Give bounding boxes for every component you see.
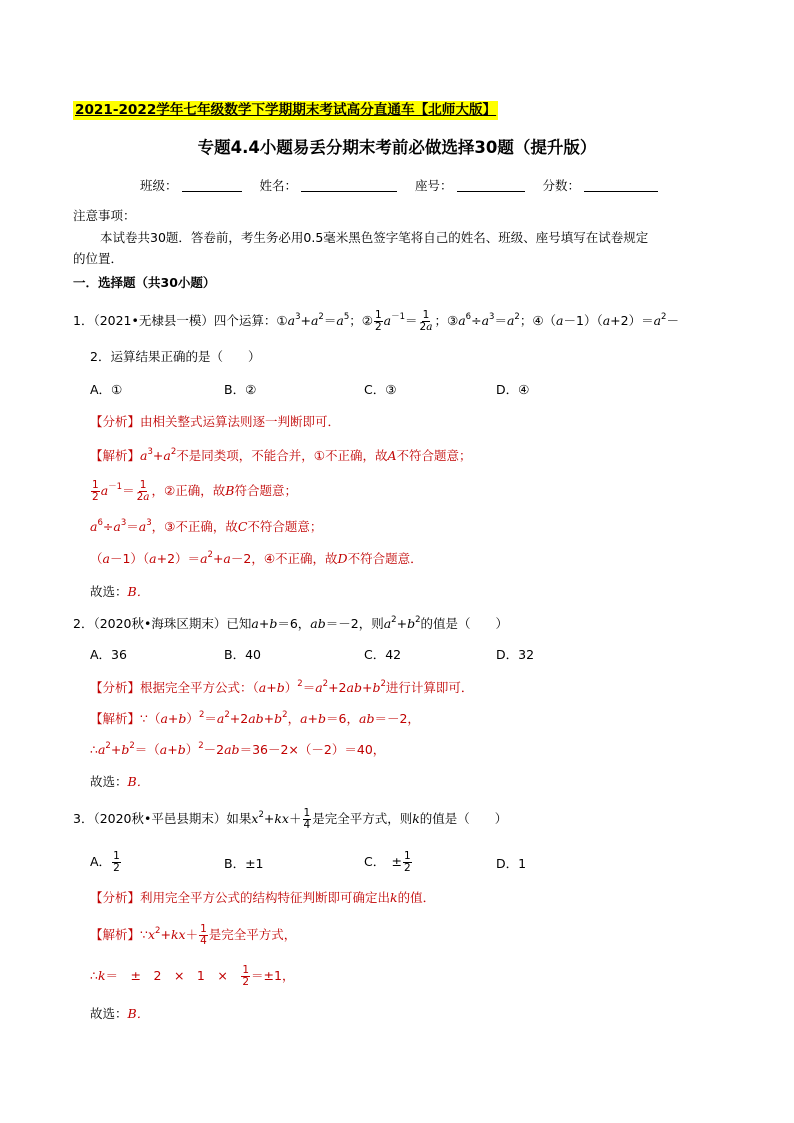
section-heading: 一．选择题（共30小题）: [73, 275, 216, 290]
q2-option-c[interactable]: C．42: [364, 647, 402, 662]
q1-analysis: 【分析】由相关整式运算法则逐一判断即可．: [90, 414, 341, 429]
score-label: 分数：: [542, 178, 581, 193]
class-label: 班级：: [140, 178, 178, 193]
q1-option-d[interactable]: D．④: [496, 382, 530, 397]
notes-line-1: 本试卷共30题．答卷前，考生务必用0.5毫米黑色签字笔将自己的姓名、班级、座号填写在试卷规定: [100, 230, 649, 245]
q1-solution-2: $\frac{1}{2}$ $a^{-1}=$ $\frac{1}{2a}$ ，②正确，故B符合题意；: [92, 479, 297, 503]
q2-stem: 2．（2020秋•海珠区期末）已知a+b＝6，ab＝－2，则$a^2+b^2$的值是（ ）: [73, 615, 509, 631]
q3-analysis: 【分析】利用完全平方公式的结构特征判断即可确定出k的值．: [90, 890, 436, 905]
q2-option-a[interactable]: A．36: [90, 647, 127, 662]
q1-stem-cont: 2．运算结果正确的是（ ）: [90, 349, 261, 364]
q3-stem: 3．（2020秋•平邑县期末）如果$x^2+kx+$ $\frac{1}{4}$ 是完全平方式，则k的值是（ ）: [73, 807, 508, 831]
q2-analysis: 【分析】根据完全平方公式：$(a+b)^2=a^2+2ab+b^2$进行计算即可．: [90, 679, 474, 695]
q1-solution-1: 【解析】$a^3+a^2$不是同类项，不能合并，①不正确，故A不符合题意；: [90, 447, 472, 463]
q1-stem: 1．（2021•无棣县一模）四个运算：$①a^3+a^2=a^5$；② $\frac{1}{2}$ $a^{-1}=$ $\frac{1}{2a}$ ；$③a^6\div a^3=a^2$；$④(a-1)(a+2)=a^2-$: [73, 309, 679, 333]
q3-option-b[interactable]: B．±1: [224, 856, 264, 871]
q1-option-a[interactable]: A．①: [90, 382, 123, 397]
q3-option-d[interactable]: D．1: [496, 856, 527, 871]
q2-solution-1: 【解析】$\because(a+b)^2=a^2+2ab+b^2$，a+b＝6，ab＝－2，: [90, 710, 420, 726]
q2-option-d[interactable]: D．32: [496, 647, 535, 662]
q3-option-c[interactable]: C． ± $\frac{1}{2}$: [364, 850, 411, 874]
q1-option-c[interactable]: C．③: [364, 382, 397, 397]
q2-solution-2: $\therefore a^2+b^2=(a+b)^2-2ab=36-2\times(-2)=40$，: [90, 741, 386, 757]
q1-option-b[interactable]: B．②: [224, 382, 257, 397]
seat-label: 座号：: [415, 178, 453, 193]
notes-line-2: 的位置．: [73, 251, 124, 266]
class-blank[interactable]: [182, 179, 242, 192]
q3-option-a[interactable]: A． $\frac{1}{2}$: [90, 850, 120, 874]
q3-solution-2: ∴k＝ ± 2 × 1 × $\frac{1}{2}$ ＝±1，: [90, 964, 295, 988]
page-title: 专题4.4小题易丢分期末考前必做选择30题（提升版）: [197, 138, 597, 157]
notes-heading: 注意事项：: [73, 208, 136, 223]
seat-blank[interactable]: [457, 179, 525, 192]
name-label: 姓名：: [259, 178, 298, 193]
student-info-row: [140, 176, 658, 194]
q2-answer: 故选：B．: [90, 774, 150, 789]
series-banner: 2021-2022学年七年级数学下学期期末考试高分直通车【北师大版】: [75, 102, 497, 118]
q1-solution-4: $(a-1)(a+2)=a^2+a-2$，④不正确，故D不符合题意．: [90, 550, 423, 566]
q1-answer: 故选：B．: [90, 584, 150, 599]
q3-answer: 故选：B．: [90, 1006, 150, 1021]
q2-option-b[interactable]: B．40: [224, 647, 261, 662]
name-blank[interactable]: [301, 179, 397, 192]
q1-solution-3: $a^6\div a^3=a^3$，③不正确，故C不符合题意；: [90, 518, 323, 534]
q3-solution-1: 【解析】$\because x^2+kx+$ $\frac{1}{4}$ 是完全平方式，: [90, 923, 297, 947]
score-blank[interactable]: [584, 179, 658, 192]
